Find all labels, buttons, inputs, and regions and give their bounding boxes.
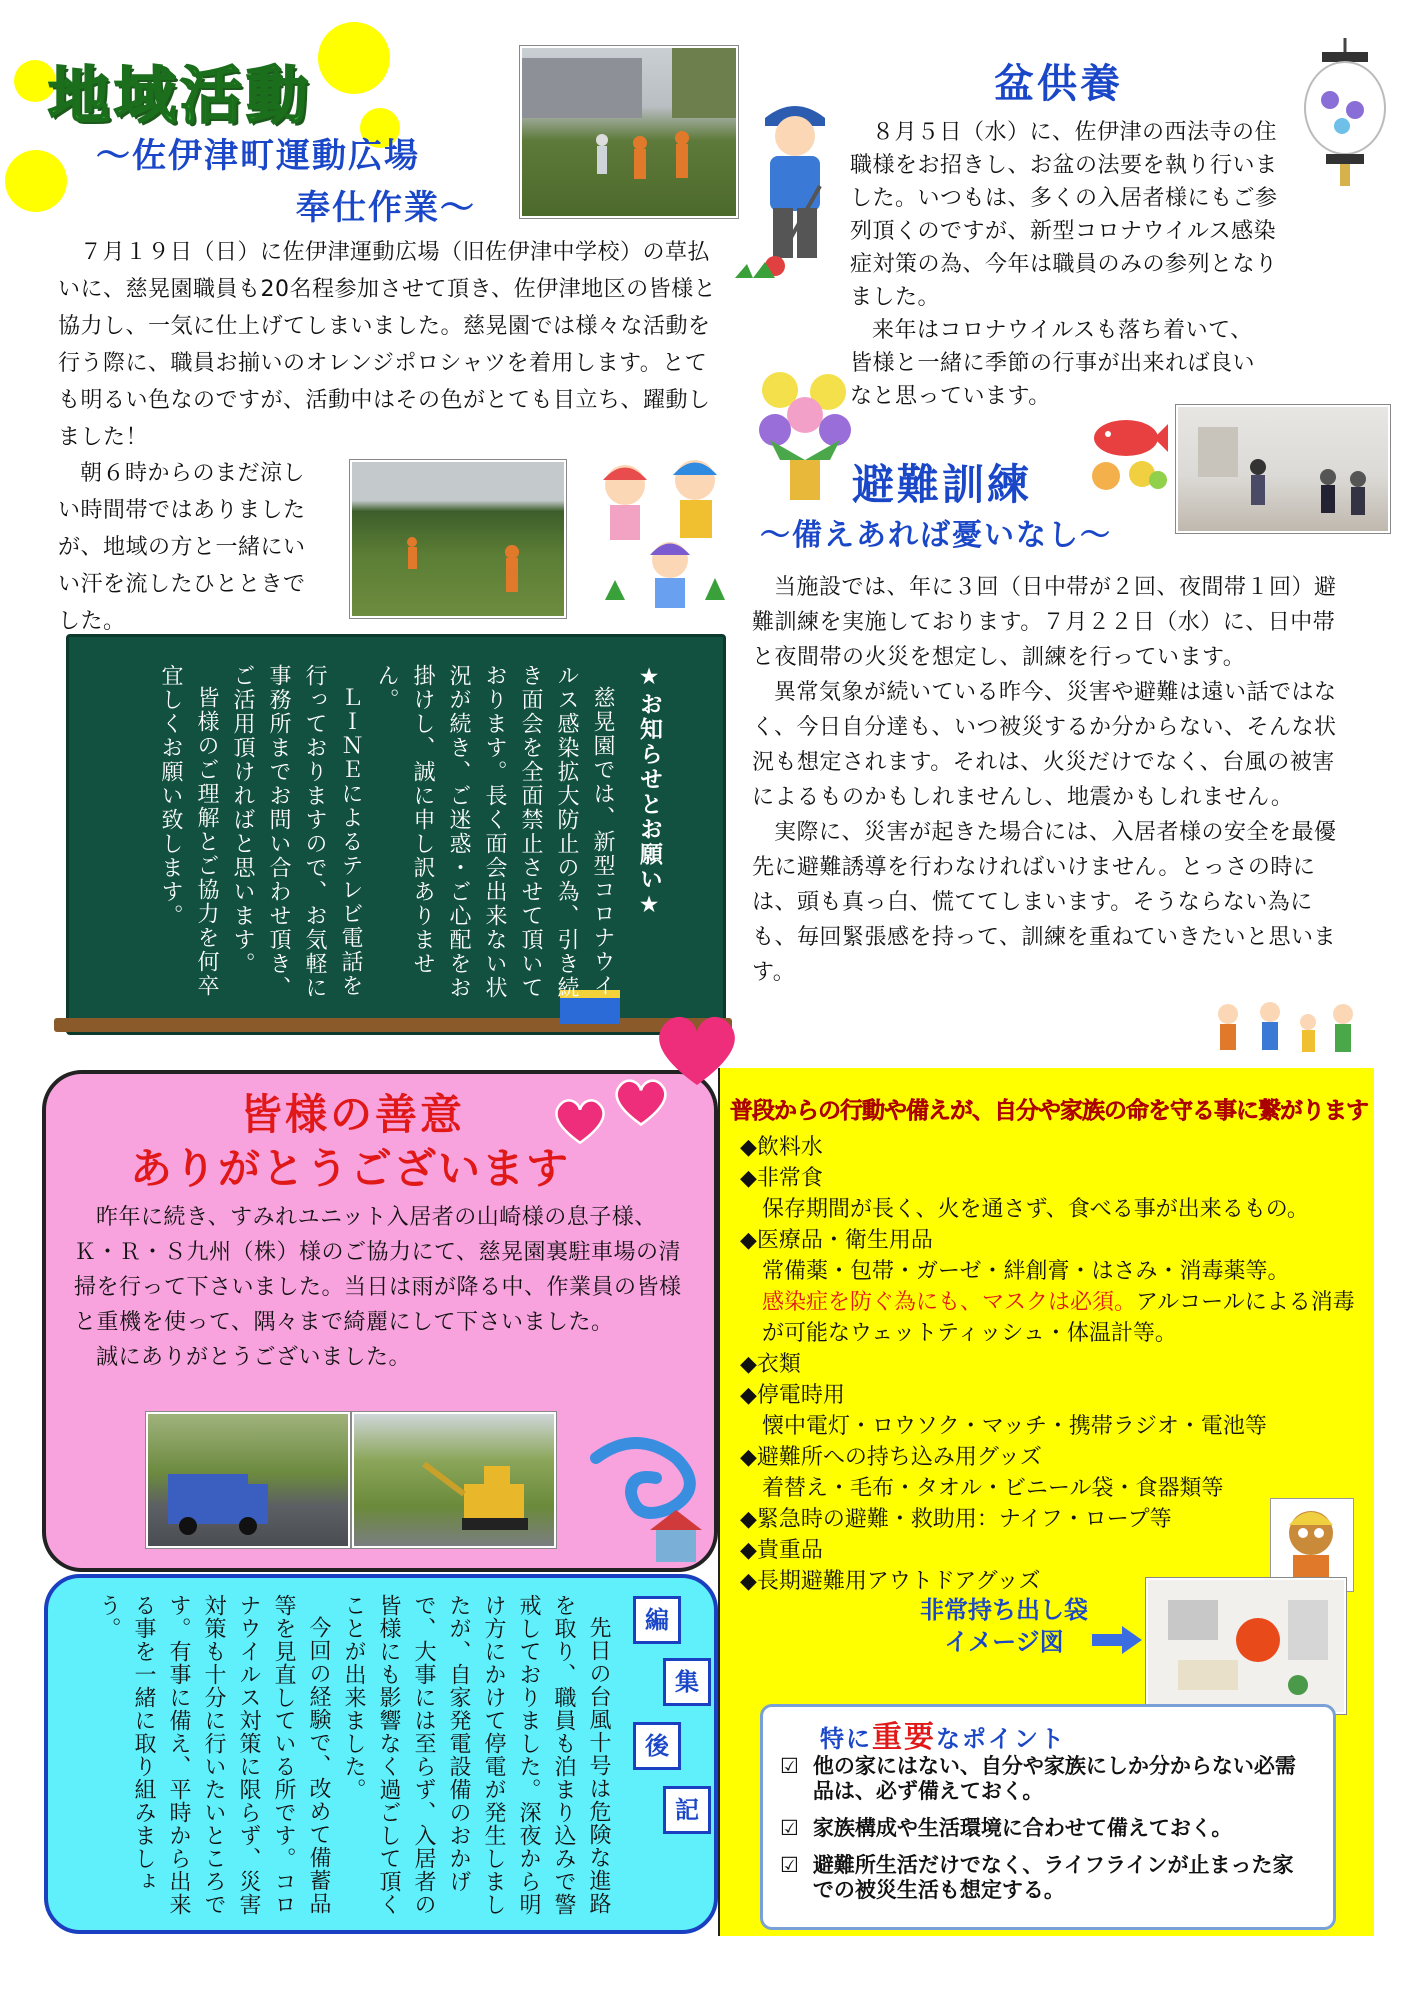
- important-points-title: 特に重要なポイント: [820, 1720, 1066, 1755]
- parking-cleanup-photo-1: [146, 1412, 350, 1548]
- notice-para-3: 皆様のご理解とご協力を何卒宜しくお願い致します。: [158, 664, 219, 998]
- prep-item-medical-detail: 常備薬・包帯・ガーゼ・絆創膏・はさみ・消毒薬等。 感染症を防ぐ為にも、マスクは必須。アルコールによる消毒が可能なウェットティッシュ・体温計等。: [762, 1259, 1355, 1346]
- prep-item-blackout: ◆停電時用: [740, 1383, 845, 1408]
- bon-para-2: 来年はコロナウイルスも落ち着いて、皆様と一緒に季節の行事が出来れば良いなと思っています。: [850, 318, 1256, 409]
- important-point-2: ☑ 家族構成や生活環境に合わせて備えておく。: [780, 1816, 1233, 1840]
- grass-cutting-photo-2: [350, 460, 566, 618]
- kindness-para-2: 誠にありがとうございました。: [96, 1345, 412, 1370]
- checkbox-icon: ☑: [780, 1754, 799, 1778]
- drill-para-1: 当施設では、年に３回（日中帯が２回、夜間帯１回）避難訓練を実施しております。７月２２日（水）に、日中帯と夜間帯の火災を想定し、訓練を行っています。: [752, 575, 1337, 670]
- checkbox-icon: ☑: [780, 1853, 799, 1877]
- editor-para-2: 今回の経験で、改めて備蓄品等を見直している所です。コロナウイルス対策に限らず、災害対策も十分に行いたいところです。有事に備え、平時から出来る事を一緒に取り組みましょう。: [96, 1594, 331, 1916]
- lotus-illustration: [1088, 458, 1168, 492]
- notice-title: ★お知らせとお願い★: [636, 664, 662, 920]
- drill-title: 避難訓練: [852, 460, 1033, 509]
- local-activity-para-1: ７月１９日（日）に佐伊津運動広場（旧佐伊津中学校）の草払いに、慈晃園職員も20名程参加させて頂き、佐伊津地区の皆様と協力し、一気に仕上げてしまいました。慈晃園では様々な活動を行う際に、職員お揃いのオレンジポロシャツを着用します。とても明るい色なのですが、活動中はその色がとても目立ち、躍動しました！: [58, 240, 717, 450]
- drill-para-2: 異常気象が続いている昨今、災害や避難は遠い話ではなく、今日自分達も、いつ被災するか分からない、そんな状況も想定されます。それは、火災だけでなく、台風の被害によるものかもしれませんし、地震かもしれません。: [752, 680, 1337, 810]
- local-activity-para-2: 朝６時からのまだ涼しい時間帯ではありましたが、地域の方と一緒にいい汗を流したひとときでした。: [58, 461, 306, 634]
- prep-item-outdoor: ◆長期避難用アウトドアグッズ: [740, 1569, 1041, 1594]
- local-activity-subtitle-2: 奉仕作業～: [296, 188, 476, 228]
- prep-headline: 普段からの行動や備えが、自分や家族の命を守る事に繋がります: [730, 1098, 1368, 1124]
- bon-text-2: [850, 314, 1270, 413]
- sea-bream-illustration: [1088, 412, 1168, 464]
- yellow-dot-2: [5, 150, 67, 212]
- drill-text: [752, 570, 1344, 990]
- emergency-bag-photo: [1146, 1578, 1346, 1714]
- prep-item-food-detail: 保存期間が長く、火を通さず、食べる事が出来るもの。: [762, 1197, 1309, 1222]
- gardening-people-illustration: [585, 450, 735, 620]
- important-point-3: ☑ 避難所生活だけでなく、ライフラインが止まった家での被災生活も想定する。: [780, 1853, 1294, 1902]
- editor-badge-3: 後: [633, 1722, 681, 1770]
- bon-text: [850, 116, 1290, 314]
- flower-offering-illustration: [750, 360, 860, 510]
- prep-item-shelter-detail: 着替え・毛布・タオル・ビニール袋・食器類等: [762, 1476, 1224, 1501]
- arrow-right-icon: [1092, 1626, 1142, 1654]
- drill-photo: [1176, 405, 1390, 533]
- bag-label: 非常持ち出し袋 イメージ図: [920, 1596, 1088, 1656]
- prep-item-clothes: ◆衣類: [740, 1352, 801, 1377]
- notice-text: [90, 664, 620, 1014]
- prep-item-rescue: ◆緊急時の避難・救助用：ナイフ・ロープ等: [740, 1507, 1172, 1532]
- editor-badge-1: 編: [633, 1596, 681, 1644]
- prep-item-blackout-detail: 懐中電灯・ロウソク・マッチ・携帯ラジオ・電池等: [762, 1414, 1267, 1439]
- prep-list: [740, 1132, 1360, 1597]
- prep-item-food: ◆非常食: [740, 1166, 823, 1191]
- editor-para-1: 先日の台風十号は危険な進路を取り、職員も泊まり込みで警戒しておりました。深夜から明け方にかけて停電が発生しましたが、自家発電設備のおかげで、大事には至らず、入居者の皆様にも影響なく過ごして頂くことが出来ました。: [341, 1594, 611, 1916]
- parking-cleanup-photo-2: [352, 1412, 556, 1548]
- yellow-dot-3: [318, 22, 390, 94]
- blackboard-ledge: [54, 1018, 732, 1032]
- heart-icon-medium: [612, 1075, 670, 1129]
- local-activity-title: 地域活動: [48, 59, 313, 132]
- typhoon-illustration: [576, 1418, 726, 1568]
- drill-subtitle: ～備えあれば憂いなし～: [760, 518, 1112, 553]
- editor-text: [76, 1594, 616, 1916]
- kindness-title-2: ありがとうございます: [130, 1144, 571, 1193]
- lantern-illustration: [1300, 38, 1390, 188]
- important-points-list: [780, 1754, 1310, 1903]
- prep-item-water: ◆飲料水: [740, 1135, 823, 1160]
- important-point-1: ☑ 他の家にはない、自分や家族にしか分からない必需品は、必ず備えておく。: [780, 1754, 1296, 1803]
- checkbox-icon: ☑: [780, 1816, 799, 1840]
- local-activity-subtitle-1: ～佐伊津町運動広場: [96, 136, 420, 176]
- drill-para-3: 実際に、災害が起きた場合には、入居者様の安全を最優先に避難誘導を行わなければいけません。とっさの時には、頭も真っ白、慌ててしまいます。そうならない為にも、毎回緊張感を持って、訓練を重ねていきたいと思います。: [752, 820, 1337, 985]
- mask-required-note: 感染症を防ぐ為にも、マスクは必須。: [762, 1290, 1137, 1315]
- kindness-para-1: 昨年に続き、すみれユニット入居者の山崎様の息子様、Ｋ・Ｒ・Ｓ九州（株）様のご協力にて、慈晃園裏駐車場の清掃を行って下さいました。当日は雨が降る中、作業員の皆様と重機を使って、隅々まで綺麗にして下さいました。: [74, 1205, 682, 1335]
- kindness-text: [74, 1200, 686, 1375]
- prep-item-shelter: ◆避難所への持ち込み用グッズ: [740, 1445, 1042, 1470]
- grass-cutting-photo-1: [520, 46, 738, 218]
- worker-illustration: [735, 96, 855, 286]
- bon-title: 盆供養: [994, 61, 1123, 107]
- editor-badge-2: 集: [663, 1658, 711, 1706]
- notice-para-2: ＬＩＮＥによるテレビ電話を行っておりますので、お気軽に事務所までお問い合わせ頂き、ご活用頂ければと思います。: [230, 664, 363, 1000]
- bon-para-1: ８月５日（水）に、佐伊津の西法寺の住職様をお招きし、お盆の法要を執り行いました。いつもは、多くの入居者様にもご参列頂くのですが、新型コロナウイルス感染症対策の為、今年は職員のみの参列となりました。: [850, 120, 1278, 310]
- evacuating-family-illustration: [1208, 1000, 1368, 1072]
- kindness-title-1: 皆様の善意: [240, 1090, 466, 1139]
- prep-item-medical: ◆医療品・衛生用品: [740, 1228, 933, 1253]
- editor-badge-4: 記: [663, 1786, 711, 1834]
- prep-item-valuables: ◆貴重品: [740, 1538, 823, 1563]
- notice-para-1: 慈晃園では、新型コロナウイルス感染拡大防止の為、引き続き面会を全面禁止させて頂いております。長く面会出来ない状況が続き、ご迷惑・ご心配をお掛けし、誠に申し訳ありません。: [374, 664, 615, 1000]
